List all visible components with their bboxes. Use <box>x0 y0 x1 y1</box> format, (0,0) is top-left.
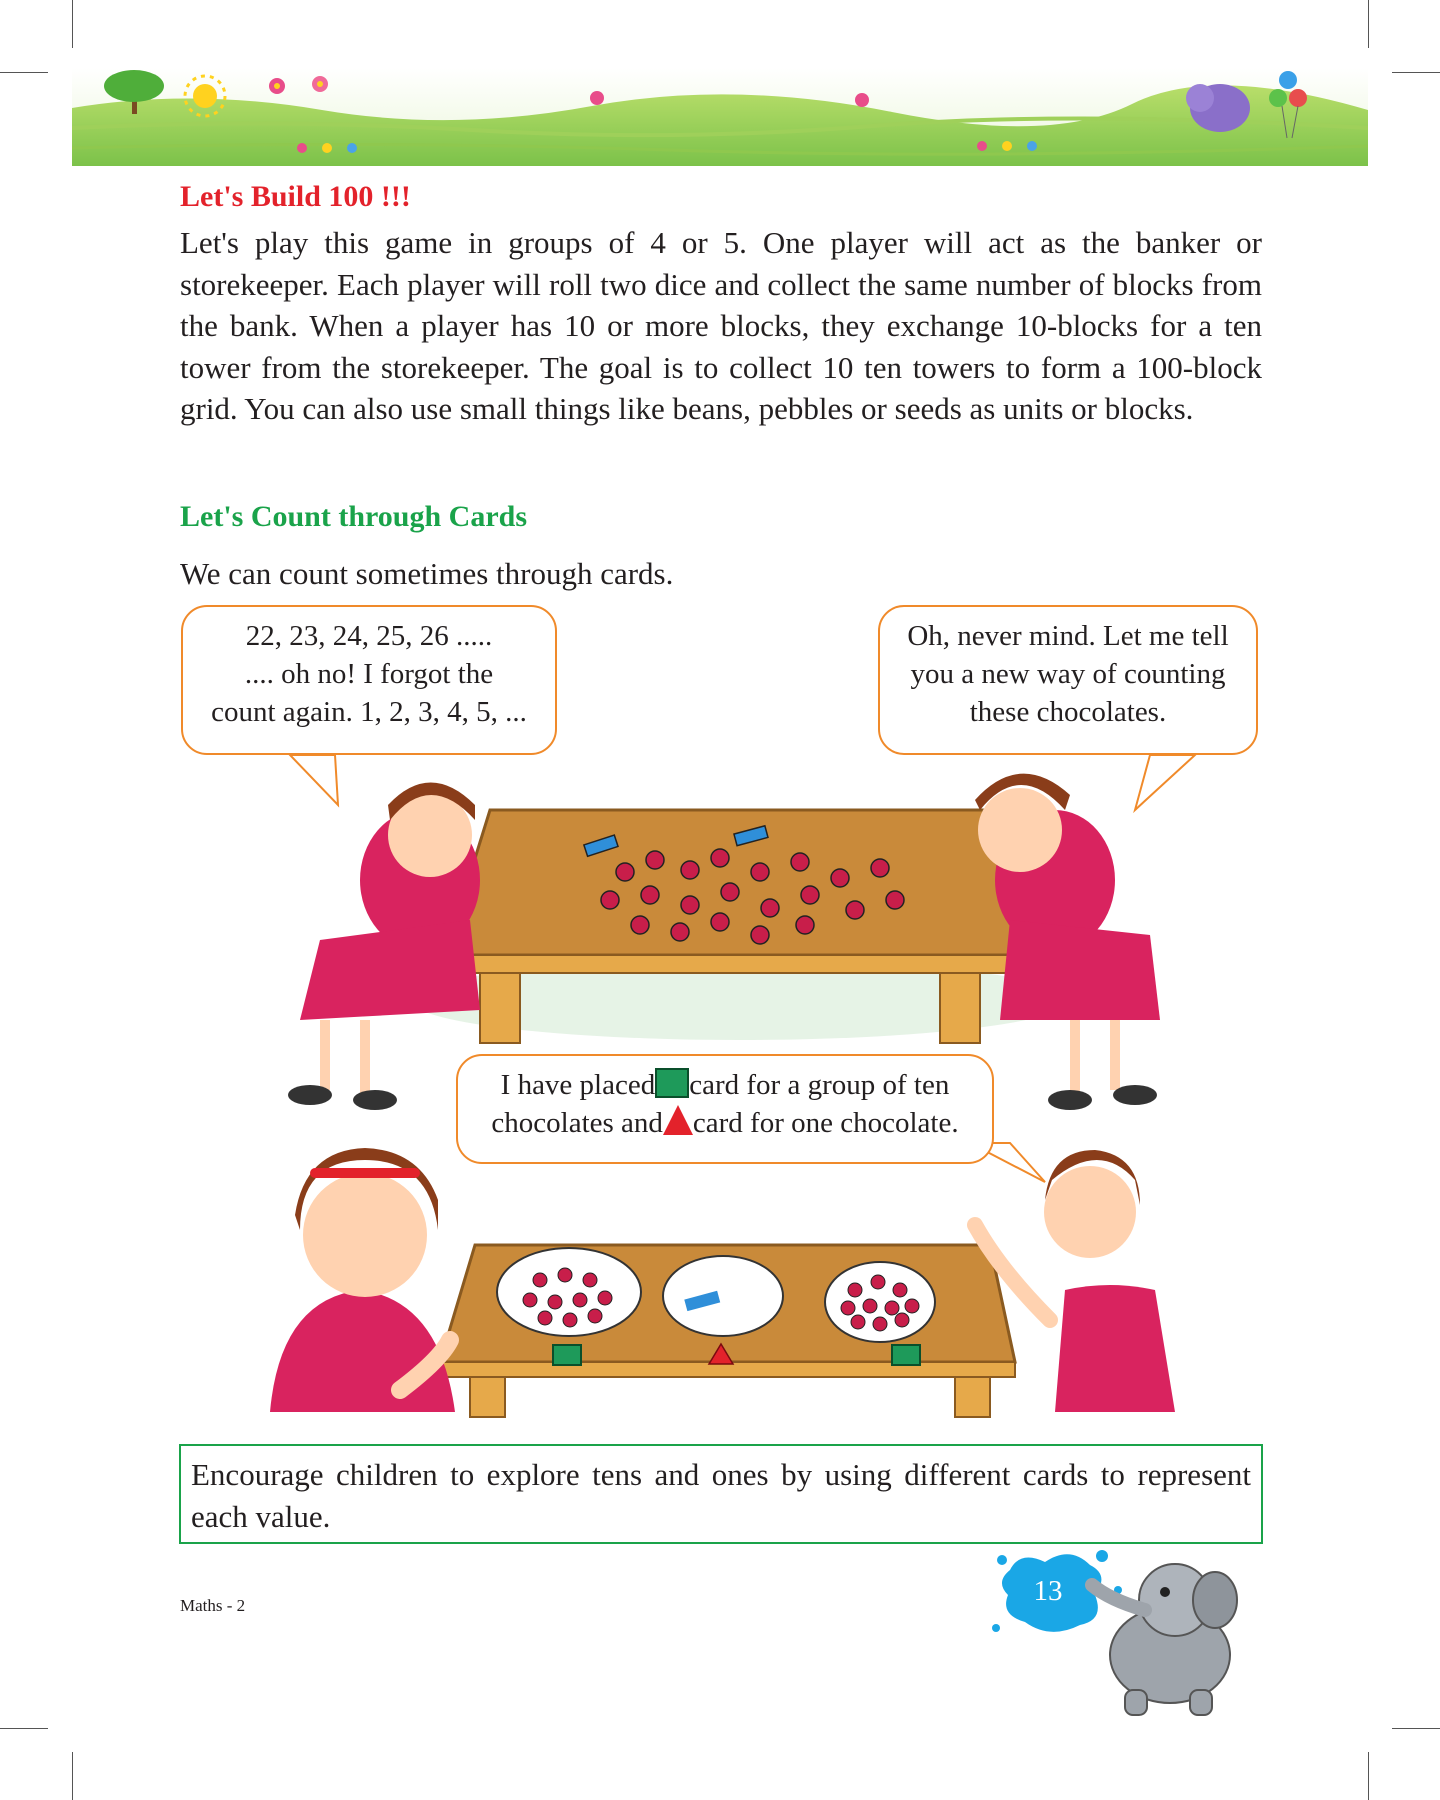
bubble-middle-line-1: I have placed card for a group of ten <box>500 1069 950 1101</box>
bubble-left-line-2: .... oh no! I forgot the <box>244 658 494 690</box>
bubble-left-line-1: 22, 23, 24, 25, 26 ..... <box>245 620 493 652</box>
bubble-right-line-3: these chocolates. <box>969 696 1167 728</box>
game-instructions-paragraph: Let's play this game in groups of 4 or 5. One player will act as the banker or storekeeper. Each player will roll two dice and collect the same number of blocks from the bank. When a player has 10 or more blocks, they exchange 10-blocks for a ten tower from the storekeeper. The goal is to collect 10 ten towers to form a 100-block grid. You can also use small things like beans, pebbles or seeds as units or blocks. <box>180 225 1262 426</box>
speech-bubble-left <box>181 605 557 755</box>
girl-lower-left-figure <box>270 1148 455 1412</box>
page-number: 13 <box>1033 1575 1063 1607</box>
section-heading-count-cards: Let's Count through Cards <box>180 500 528 533</box>
section-heading-build-100: Let's Build 100 !!! <box>180 180 411 213</box>
speech-bubble-right <box>878 605 1258 755</box>
elephant-mascot-icon <box>1092 1564 1237 1715</box>
ten-card <box>553 1345 581 1365</box>
intro-text: We can count sometimes through cards. <box>180 556 674 591</box>
bubble-left-line-3: count again. 1, 2, 3, 4, 5, ... <box>211 696 527 728</box>
ten-card-icon <box>655 1068 689 1098</box>
bubble-middle-line-2: chocolates and card for one chocolate. <box>491 1107 959 1139</box>
girl-left-figure <box>288 783 480 1111</box>
footer-label: Maths - 2 <box>180 1596 246 1615</box>
bubble-right-line-1: Oh, never mind. Let me tell <box>907 620 1229 652</box>
one-card-icon <box>663 1105 693 1135</box>
speech-bubble-middle <box>456 1054 994 1164</box>
bubble-right-line-2: you a new way of counting <box>910 658 1226 690</box>
teacher-note-box: Encourage children to explore tens and ones by using different cards to represent each value. <box>179 1444 1263 1544</box>
